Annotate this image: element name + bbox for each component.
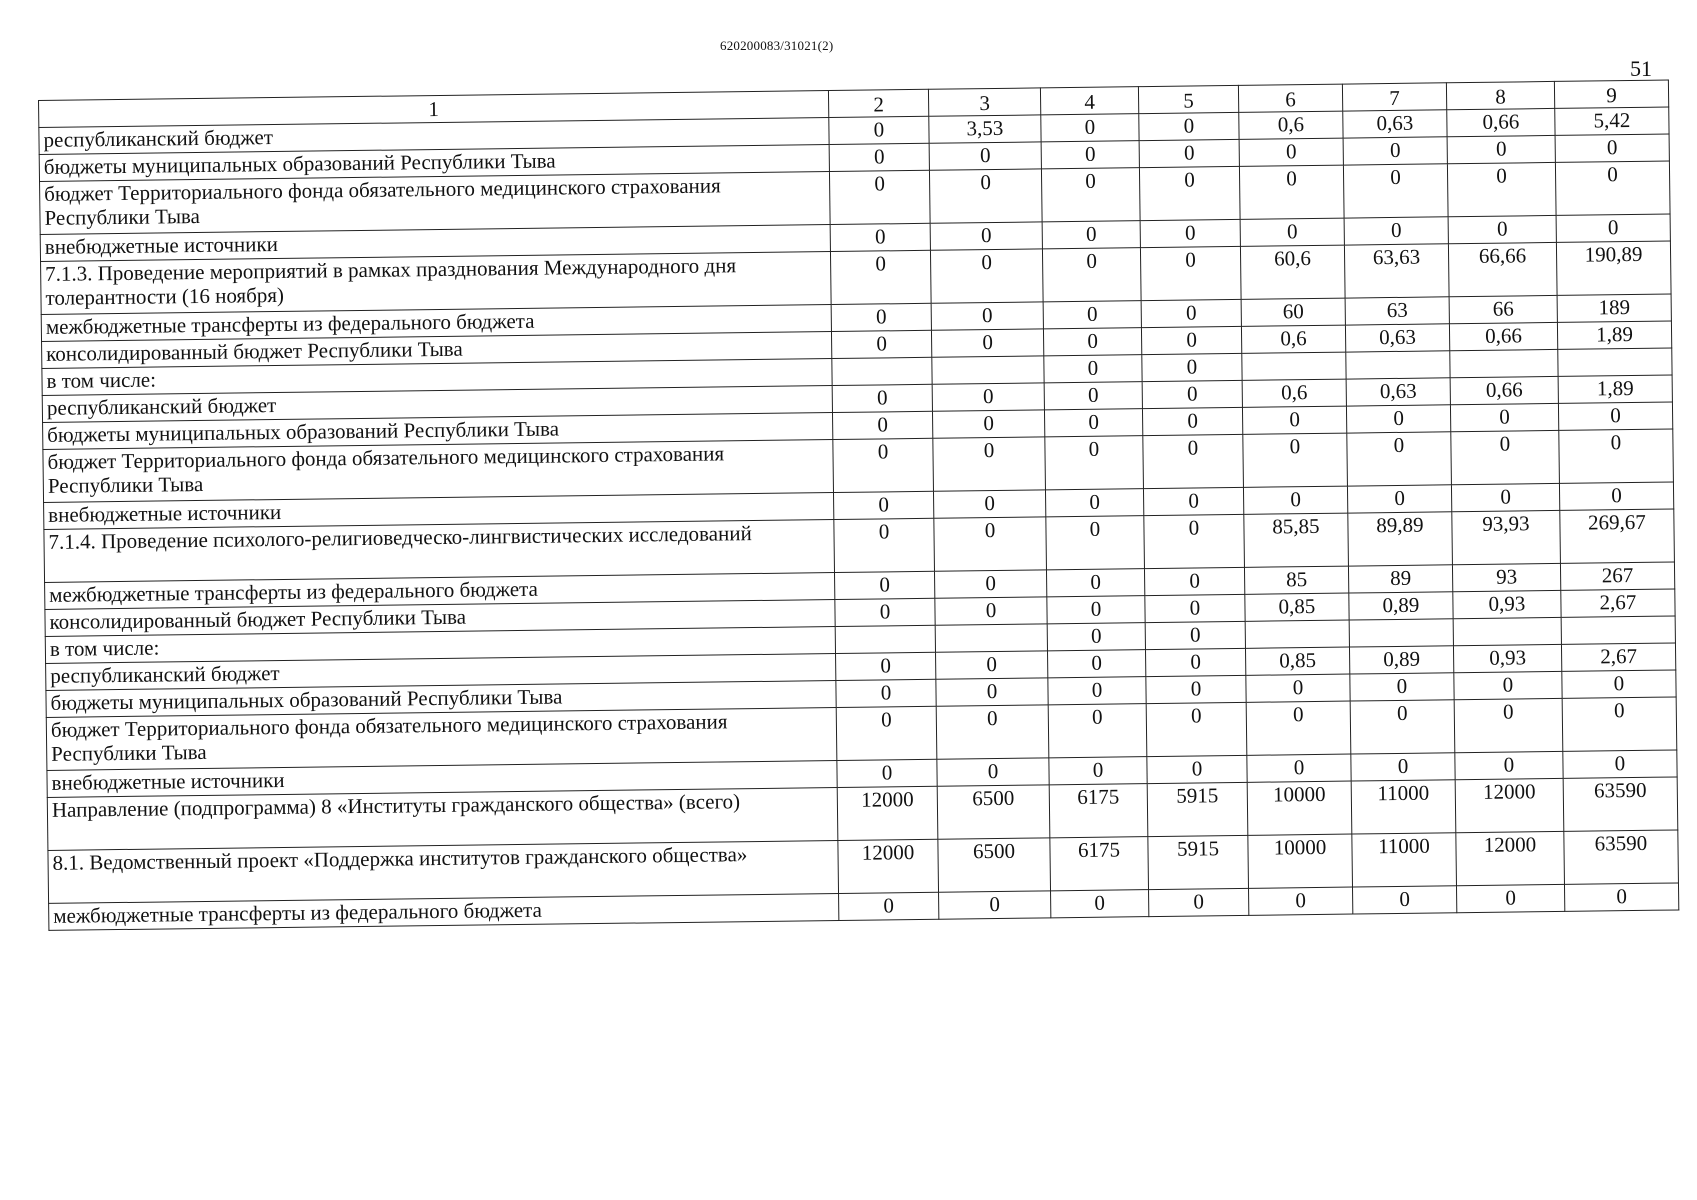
- value-cell: 0: [1145, 648, 1245, 676]
- value-cell: 12000: [837, 786, 938, 840]
- value-cell: 0: [1147, 755, 1247, 783]
- budget-table: [38, 80, 1679, 931]
- value-cell: 66,66: [1448, 242, 1557, 296]
- value-cell: 0: [1350, 673, 1454, 701]
- value-cell: 0: [1044, 409, 1142, 437]
- value-cell: 0: [930, 222, 1042, 250]
- value-cell: 0: [1043, 301, 1141, 329]
- value-cell: 5,42: [1555, 107, 1669, 135]
- value-cell: 89: [1348, 565, 1452, 593]
- value-cell: 0: [1046, 516, 1145, 570]
- column-header: 2: [828, 89, 928, 117]
- value-cell: 0: [934, 570, 1046, 598]
- value-cell: 10000: [1248, 834, 1353, 888]
- value-cell: 0: [1144, 514, 1245, 568]
- value-cell: 0: [1558, 402, 1672, 430]
- value-cell: 0: [1344, 217, 1448, 245]
- value-cell: 0: [1351, 753, 1455, 781]
- value-cell: 0: [1240, 218, 1344, 246]
- value-cell: 0: [932, 383, 1044, 411]
- row-label: в том числе:: [45, 627, 835, 664]
- row-label: 8.1. Ведомственный проект «Поддержка институтов гражданского общества»: [48, 841, 839, 904]
- value-cell: 0: [1141, 299, 1241, 327]
- value-cell: 0: [1041, 168, 1140, 222]
- column-header: 3: [928, 88, 1040, 116]
- value-cell: 0,66: [1447, 108, 1555, 136]
- value-cell: 0: [1556, 214, 1670, 242]
- row-label: межбюджетные трансферты из федерального бюджета: [49, 894, 839, 931]
- value-cell: 0: [1140, 219, 1240, 247]
- value-cell: 0: [1563, 750, 1677, 778]
- value-cell: 0: [836, 706, 937, 760]
- value-cell: 189: [1557, 294, 1671, 322]
- row-label: внебюджетные источники: [47, 761, 837, 798]
- row-label: бюджет Территориального фонда обязательного медицинского страхования Республики Тыва: [43, 440, 834, 503]
- value-cell: [1245, 620, 1349, 648]
- value-cell: 0: [1455, 751, 1563, 779]
- value-cell: 269,67: [1560, 509, 1675, 563]
- value-cell: 0,93: [1453, 590, 1561, 618]
- value-cell: [832, 357, 932, 385]
- budget-table-sheet: [38, 80, 1679, 931]
- value-cell: 190,89: [1556, 241, 1671, 295]
- value-cell: 0: [836, 679, 936, 707]
- value-cell: 0: [1243, 486, 1347, 514]
- value-cell: 0: [931, 329, 1043, 357]
- row-label: республиканский бюджет: [46, 654, 836, 691]
- value-cell: 60,6: [1240, 245, 1345, 299]
- value-cell: 0: [933, 490, 1045, 518]
- value-cell: 0: [1045, 489, 1143, 517]
- value-cell: 0: [1142, 353, 1242, 381]
- row-label: консолидированный бюджет Республики Тыва: [42, 332, 832, 369]
- value-cell: [1349, 619, 1453, 647]
- value-cell: 0: [1048, 677, 1146, 705]
- value-cell: 0,6: [1239, 111, 1343, 139]
- value-cell: 60: [1241, 298, 1345, 326]
- value-cell: 0: [1042, 221, 1140, 249]
- value-cell: 0: [939, 891, 1051, 919]
- value-cell: 0: [830, 223, 930, 251]
- value-cell: 0: [1140, 246, 1241, 300]
- value-cell: 0: [829, 143, 929, 171]
- value-cell: 0: [1143, 487, 1243, 515]
- value-cell: 63: [1345, 297, 1449, 325]
- value-cell: 0: [835, 571, 935, 599]
- value-cell: 12000: [838, 839, 939, 893]
- row-label: в том числе:: [42, 359, 832, 396]
- value-cell: 0: [1144, 567, 1244, 595]
- value-cell: 0: [835, 598, 935, 626]
- value-cell: [1561, 616, 1675, 644]
- value-cell: 1,89: [1558, 375, 1672, 403]
- value-cell: 0: [929, 142, 1041, 170]
- value-cell: 0: [1239, 165, 1344, 219]
- value-cell: 0,66: [1450, 376, 1558, 404]
- row-label: консолидированный бюджет Республики Тыва: [45, 600, 835, 637]
- value-cell: 6175: [1049, 784, 1148, 838]
- value-cell: 0: [936, 651, 1048, 679]
- value-cell: 0: [1149, 888, 1249, 916]
- value-cell: 0: [932, 410, 1044, 438]
- value-cell: 0: [1051, 890, 1149, 918]
- value-cell: 0: [1145, 621, 1245, 649]
- column-header: 4: [1040, 87, 1138, 115]
- value-cell: 0: [829, 116, 929, 144]
- column-header: 1: [39, 91, 829, 128]
- value-cell: 0: [1559, 429, 1674, 483]
- row-label: бюджет Территориального фонда обязательного медицинского страхования Республики Тыва: [46, 708, 837, 771]
- value-cell: 0: [929, 169, 1042, 223]
- value-cell: 0: [839, 892, 939, 920]
- value-cell: 0,85: [1245, 647, 1349, 675]
- value-cell: 0: [1146, 702, 1247, 756]
- value-cell: 5915: [1147, 782, 1248, 836]
- value-cell: 0: [1559, 482, 1673, 510]
- value-cell: 0: [1343, 137, 1447, 165]
- value-cell: 66: [1449, 295, 1557, 323]
- column-header: 8: [1446, 81, 1554, 109]
- value-cell: 12000: [1456, 831, 1565, 885]
- row-label: межбюджетные трансферты из федерального бюджета: [45, 573, 835, 610]
- value-cell: 0,63: [1345, 324, 1449, 352]
- value-cell: 0: [1350, 700, 1455, 754]
- value-cell: 0: [1456, 884, 1564, 912]
- value-cell: 0: [829, 170, 930, 224]
- value-cell: 0: [1450, 403, 1558, 431]
- value-cell: 0: [933, 437, 1046, 491]
- value-cell: 0: [1249, 887, 1353, 915]
- value-cell: 5915: [1148, 835, 1249, 889]
- value-cell: 0,6: [1241, 325, 1345, 353]
- value-cell: 0: [930, 249, 1043, 303]
- value-cell: 0,63: [1346, 378, 1450, 406]
- value-cell: 0: [1447, 162, 1556, 216]
- value-cell: 0: [831, 330, 931, 358]
- value-cell: 0: [1139, 139, 1239, 167]
- value-cell: 0: [1447, 135, 1555, 163]
- value-cell: 0: [1041, 114, 1139, 142]
- value-cell: 0: [1346, 405, 1450, 433]
- value-cell: 0: [1555, 161, 1670, 215]
- value-cell: 6500: [937, 785, 1050, 839]
- value-cell: 0,85: [1245, 593, 1349, 621]
- value-cell: [1242, 352, 1346, 380]
- value-cell: 0: [1042, 248, 1141, 302]
- value-cell: 267: [1560, 562, 1674, 590]
- value-cell: 0: [1564, 883, 1678, 911]
- row-label: 7.1.3. Проведение мероприятий в рамках празднования Международного дня толерантности (16 ноября): [41, 252, 832, 315]
- value-cell: 0: [1044, 355, 1142, 383]
- row-label: межбюджетные трансферты из федерального бюджета: [41, 305, 831, 342]
- value-cell: 85,85: [1244, 513, 1349, 567]
- value-cell: 89,89: [1348, 512, 1453, 566]
- value-cell: 0: [1047, 623, 1145, 651]
- value-cell: 0: [1562, 697, 1677, 751]
- value-cell: [1346, 351, 1450, 379]
- value-cell: 0: [936, 705, 1049, 759]
- value-cell: 0: [831, 303, 931, 331]
- row-label: 7.1.4. Проведение психолого-религиоведческо-лингвистических исследований: [44, 520, 835, 583]
- row-label: республиканский бюджет: [42, 386, 832, 423]
- value-cell: 0: [1243, 433, 1348, 487]
- value-cell: [1453, 617, 1561, 645]
- value-cell: 0: [1043, 328, 1141, 356]
- value-cell: 0: [1049, 757, 1147, 785]
- value-cell: 0: [1141, 326, 1241, 354]
- value-cell: 2,67: [1561, 589, 1675, 617]
- value-cell: 0: [1448, 215, 1556, 243]
- value-cell: 0: [836, 652, 936, 680]
- value-cell: 0: [837, 759, 937, 787]
- value-cell: 63590: [1563, 777, 1678, 831]
- value-cell: 0: [832, 411, 932, 439]
- value-cell: 0: [1139, 112, 1239, 140]
- value-cell: 0: [1045, 436, 1144, 490]
- value-cell: 0: [1454, 671, 1562, 699]
- value-cell: 0,89: [1349, 592, 1453, 620]
- value-cell: 0: [1139, 166, 1240, 220]
- value-cell: 1,89: [1557, 321, 1671, 349]
- value-cell: 2,67: [1561, 643, 1675, 671]
- value-cell: 10000: [1247, 781, 1352, 835]
- column-header: 9: [1554, 80, 1668, 108]
- value-cell: 0: [833, 491, 933, 519]
- value-cell: 0: [1454, 698, 1563, 752]
- value-cell: 0,63: [1343, 110, 1447, 138]
- value-cell: 93,93: [1452, 510, 1561, 564]
- value-cell: 0: [1046, 569, 1144, 597]
- value-cell: 0: [834, 518, 935, 572]
- table-body: [39, 107, 1679, 930]
- value-cell: 0: [833, 438, 934, 492]
- value-cell: 0: [1246, 701, 1351, 755]
- value-cell: 63590: [1564, 830, 1679, 884]
- value-cell: 0,93: [1453, 644, 1561, 672]
- column-header: 5: [1138, 85, 1238, 113]
- value-cell: 0: [1555, 134, 1669, 162]
- value-cell: 0: [1048, 704, 1147, 758]
- row-label: бюджеты муниципальных образований Республики Тыва: [43, 413, 833, 450]
- value-cell: 0: [1143, 434, 1244, 488]
- value-cell: [835, 625, 935, 653]
- row-label: бюджеты муниципальных образований Республики Тыва: [46, 681, 836, 718]
- value-cell: 0: [1041, 141, 1139, 169]
- value-cell: 0: [830, 250, 931, 304]
- value-cell: 0: [934, 517, 1047, 571]
- value-cell: 0: [1352, 886, 1456, 914]
- value-cell: 0: [1451, 483, 1559, 511]
- row-label: бюджет Территориального фонда обязательного медицинского страхования Республики Тыва: [40, 172, 831, 235]
- value-cell: 0,6: [1242, 379, 1346, 407]
- value-cell: 0: [936, 678, 1048, 706]
- value-cell: 0: [1146, 675, 1246, 703]
- value-cell: 0,66: [1449, 322, 1557, 350]
- row-label: республиканский бюджет: [39, 118, 829, 155]
- value-cell: 63,63: [1344, 244, 1449, 298]
- value-cell: 0: [1451, 430, 1560, 484]
- document-id: 620200083/31021(2): [720, 38, 834, 53]
- value-cell: 11000: [1352, 833, 1457, 887]
- value-cell: 0: [1347, 432, 1452, 486]
- value-cell: 11000: [1351, 780, 1456, 834]
- row-label: внебюджетные источники: [44, 493, 834, 530]
- row-label: внебюджетные источники: [40, 225, 830, 262]
- value-cell: 12000: [1455, 778, 1564, 832]
- value-cell: 0: [1044, 382, 1142, 410]
- value-cell: 0: [1562, 670, 1676, 698]
- value-cell: [1558, 348, 1672, 376]
- value-cell: 0: [1347, 485, 1451, 513]
- row-label: бюджеты муниципальных образований Республики Тыва: [39, 145, 829, 182]
- column-header: 7: [1342, 83, 1446, 111]
- value-cell: 6500: [938, 838, 1051, 892]
- value-cell: 0: [937, 758, 1049, 786]
- value-cell: 0: [935, 597, 1047, 625]
- value-cell: [932, 356, 1044, 384]
- value-cell: 0,89: [1349, 646, 1453, 674]
- value-cell: 93: [1452, 563, 1560, 591]
- page-number: 51: [1630, 56, 1652, 81]
- value-cell: 0: [1343, 164, 1448, 218]
- value-cell: 0: [1242, 406, 1346, 434]
- value-cell: 0: [1145, 594, 1245, 622]
- value-cell: 85: [1244, 566, 1348, 594]
- value-cell: 0: [832, 384, 932, 412]
- value-cell: [1450, 349, 1558, 377]
- value-cell: 0: [1048, 650, 1146, 678]
- column-header: 6: [1238, 84, 1342, 112]
- value-cell: 0: [1142, 407, 1242, 435]
- value-cell: 0: [1142, 380, 1242, 408]
- value-cell: 6175: [1050, 837, 1149, 891]
- value-cell: 0: [1239, 138, 1343, 166]
- value-cell: [935, 624, 1047, 652]
- value-cell: 0: [931, 302, 1043, 330]
- value-cell: 0: [1247, 754, 1351, 782]
- row-label: Направление (подпрограмма) 8 «Институты гражданского общества» (всего): [47, 788, 838, 851]
- value-cell: 3,53: [929, 115, 1041, 143]
- value-cell: 0: [1047, 596, 1145, 624]
- value-cell: 0: [1246, 674, 1350, 702]
